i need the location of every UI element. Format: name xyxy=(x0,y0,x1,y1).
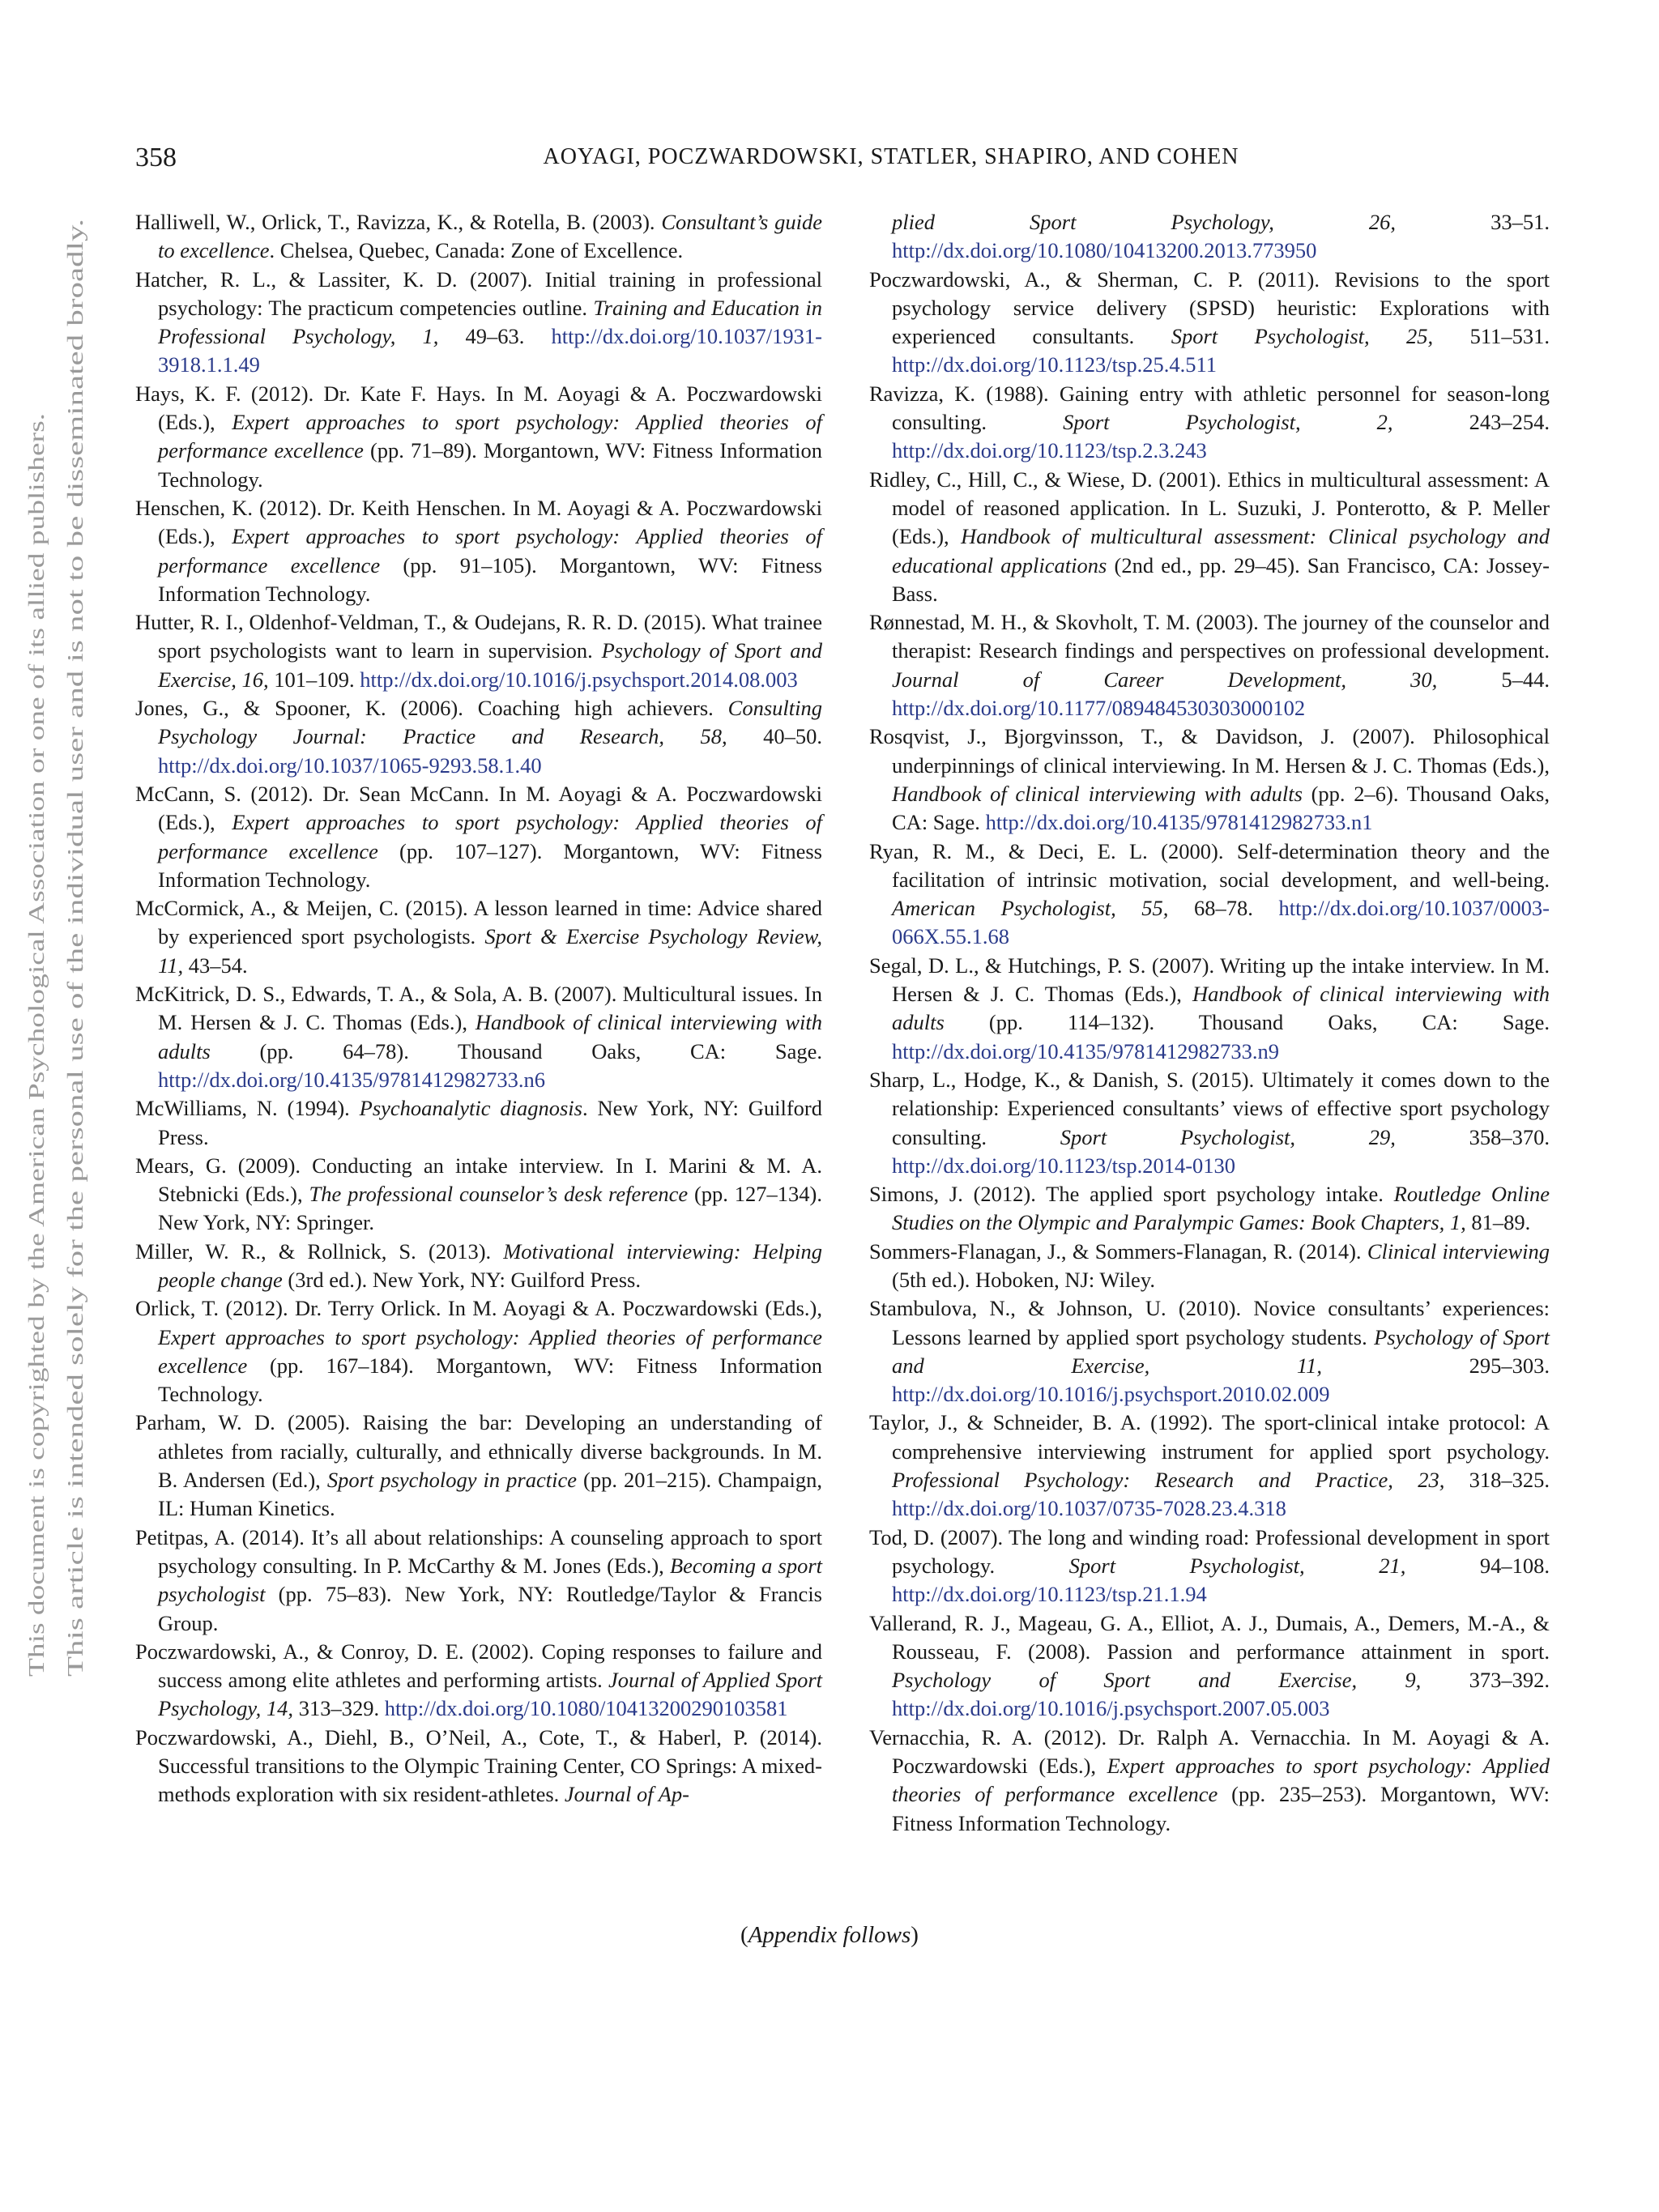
reference-text: Poczwardowski, A., & Conroy, D. E. (2002). Coping responses to failure and success among elite athletes and performing artists. xyxy=(135,1639,822,1693)
reference-text: Ryan, R. M., & Deci, E. L. (2000). Self-determination theory and the facilitation of intrinsic motivation, social development, and well-being. xyxy=(869,838,1550,892)
reference-source-title: Expert approaches to sport psychology: Applied theories of performance excellence xyxy=(158,810,823,863)
reference-text: 511–531. xyxy=(1433,324,1550,349)
reference-doi-link[interactable]: http://dx.doi.org/10.1080/10413200.2013.773950 xyxy=(892,238,1317,263)
reference-source-title: plied Sport Psychology, 26, xyxy=(892,210,1397,234)
reference-text: Rønnestad, M. H., & Skovholt, T. M. (2003). The journey of the counselor and therapist: Research findings and perspectives on professional development. xyxy=(869,610,1550,663)
reference-entry xyxy=(869,1724,1550,1838)
reference-source-title: Sport Psychologist, 29, xyxy=(1060,1124,1396,1149)
reference-entry xyxy=(869,1524,1550,1609)
reference-source-title: Expert approaches to sport psychology: Applied theories of performance excellence xyxy=(158,1324,822,1378)
reference-text: 373–392. xyxy=(1421,1668,1550,1693)
reference-text: Parham, W. D. (2005). Raising the bar: Developing an understanding of athletes from racially, culturally, and ethnically diverse backgrounds. In M. B. Andersen (Ed.), xyxy=(135,1410,822,1493)
reference-text: Sommers-Flanagan, J., & Sommers-Flanagan, R. (2014). xyxy=(869,1238,1367,1264)
footer-close-paren: ) xyxy=(911,1922,919,1948)
reference-doi-link[interactable]: http://dx.doi.org/10.4135/9781412982733.n6 xyxy=(158,1067,545,1092)
reference-entry xyxy=(135,1409,822,1523)
reference-entry xyxy=(869,1066,1550,1180)
reference-text: Segal, D. L., & Hutchings, P. S. (2007). Writing up the intake interview. In M. Hersen & J. C. Thomas (Eds.), xyxy=(869,953,1550,1007)
reference-source-title: Sport Psychologist, 21, xyxy=(1068,1553,1406,1578)
reference-source-title: Psychology of Sport and Exercise, 16, xyxy=(158,638,822,692)
reference-entry xyxy=(135,208,822,266)
reference-text: Ravizza, K. (1988). Gaining entry with athletic personnel for season-long consulting. xyxy=(869,381,1550,435)
reference-entry xyxy=(135,694,822,780)
reference-source-title: Psychology of Sport and Exercise, 11, xyxy=(892,1324,1550,1378)
reference-text: 358–370. xyxy=(1395,1124,1550,1149)
side-notice-line-2: This article is intended solely for the personal use of the individual user and is not to be disseminated broadly. xyxy=(63,714,87,1677)
reference-text: (pp. 64–78). Thousand Oaks, CA: Sage. xyxy=(210,1038,822,1063)
reference-text: (pp. 75–83). New York, NY: Routledge/Taylor & Francis Group. xyxy=(158,1582,822,1635)
reference-entry xyxy=(869,380,1550,466)
reference-text: (pp. 127–134). New York, NY: Springer. xyxy=(158,1182,822,1235)
reference-text: Rosqvist, J., Bjorgvinsson, T., & Davidson, J. (2007). Philosophical underpinnings of clinical interviewing. In M. Hersen & J. C. Thomas (Eds.), xyxy=(869,724,1550,778)
reference-source-title: Journal of Career Development, 30, xyxy=(892,667,1438,692)
reference-doi-link[interactable]: http://dx.doi.org/10.1016/j.psychsport.2010.02.009 xyxy=(892,1382,1330,1407)
reference-text: 68–78. xyxy=(1168,896,1279,921)
reference-text: McCann, S. (2012). Dr. Sean McCann. In M. Aoyagi & A. Poczwardowski (Eds.), xyxy=(135,781,822,835)
reference-entry xyxy=(135,608,822,694)
reference-text: 295–303. xyxy=(1322,1353,1550,1378)
reference-entry xyxy=(135,380,822,494)
reference-text: 43–54. xyxy=(183,953,248,978)
references-right-column xyxy=(869,208,1550,1838)
reference-source-title: Motivational interviewing: Helping people change xyxy=(158,1238,822,1292)
reference-source-title: The professional counselor’s desk reference xyxy=(309,1182,689,1207)
reference-source-title: Psychoanalytic diagnosis xyxy=(359,1096,582,1121)
reference-entry xyxy=(869,608,1550,722)
reference-text: (pp. 235–253). Morgantown, WV: Fitness Information Technology. xyxy=(892,1782,1550,1835)
reference-source-title: Handbook of clinical interviewing with adults xyxy=(892,781,1303,806)
reference-text: Poczwardowski, A., & Sherman, C. P. (2011). Revisions to the sport psychology service delivery (SPSD) heuristic: Explorations with experienced consultants. xyxy=(869,266,1550,349)
reference-entry xyxy=(869,952,1550,1066)
reference-text: 49–63. xyxy=(438,324,552,349)
reference-text: Poczwardowski, A., Diehl, B., O’Neil, A., Cote, T., & Haberl, P. (2014). Successful transitions to the Olympic Training Center, CO Springs: A mixed-methods exploration with six resident-athletes. xyxy=(135,1724,822,1807)
reference-text: 318–325. xyxy=(1444,1468,1550,1493)
reference-doi-link[interactable]: http://dx.doi.org/10.1123/tsp.2014-0130 xyxy=(892,1153,1236,1178)
reference-text: 313–329. xyxy=(293,1696,385,1721)
reference-doi-link[interactable]: http://dx.doi.org/10.1016/j.psychsport.2007.05.003 xyxy=(892,1696,1330,1721)
reference-doi-link[interactable]: http://dx.doi.org/10.4135/9781412982733.n1 xyxy=(985,810,1373,835)
reference-entry xyxy=(135,266,822,380)
reference-text: 101–109. xyxy=(268,667,360,692)
reference-entry xyxy=(869,466,1550,608)
reference-entry xyxy=(869,1409,1550,1523)
reference-source-title: Handbook of clinical interviewing with adults xyxy=(892,982,1550,1035)
reference-source-title: Sport Psychologist, 2, xyxy=(1063,410,1393,435)
reference-text: McCormick, A., & Meijen, C. (2015). A lesson learned in time: Advice shared by experienced sport psychologists. xyxy=(135,896,822,949)
reference-text: Simons, J. (2012). The applied sport psychology intake. xyxy=(869,1182,1394,1207)
references-left-column xyxy=(135,208,822,1809)
reference-entry xyxy=(135,1152,822,1238)
reference-text: (pp. 91–105). Morgantown, WV: Fitness Information Technology. xyxy=(158,552,822,606)
reference-doi-link[interactable]: http://dx.doi.org/10.1080/10413200290103581 xyxy=(384,1696,788,1721)
reference-text: Ridley, C., Hill, C., & Wiese, D. (2001). Ethics in multicultural assessment: A model of reasoned application. In L. Suzuki, J. Ponterotto, & P. Meller (Eds.), xyxy=(869,467,1550,549)
reference-text: Sharp, L., Hodge, K., & Danish, S. (2015). Ultimately it comes down to the relationship: Experienced consultants’ views of effective sport psychology consulting. xyxy=(869,1067,1550,1149)
reference-source-title: Sport Psychologist, 25, xyxy=(1171,324,1434,349)
reference-entry xyxy=(869,1180,1550,1238)
reference-text: Jones, G., & Spooner, K. (2006). Coaching high achievers. xyxy=(135,696,728,721)
reference-text: McWilliams, N. (1994). xyxy=(135,1096,360,1121)
reference-text: (pp. 2–6). Thousand Oaks, CA: Sage. xyxy=(892,781,1550,835)
reference-entry xyxy=(869,1609,1550,1724)
reference-text: 81–89. xyxy=(1465,1210,1531,1235)
reference-source-title: Professional Psychology: Research and Practice, 23, xyxy=(892,1468,1445,1493)
reference-text: (pp. 107–127). Morgantown, WV: Fitness Information Technology. xyxy=(158,838,822,892)
reference-source-title: Sport psychology in practice xyxy=(326,1468,577,1493)
reference-doi-link[interactable]: http://dx.doi.org/10.1037/0735-7028.23.4.318 xyxy=(892,1496,1286,1521)
reference-source-title: Journal of Applied Sport Psychology, 14, xyxy=(158,1668,822,1721)
reference-entry xyxy=(135,980,822,1094)
reference-entry xyxy=(135,1238,822,1295)
reference-entry xyxy=(869,837,1550,952)
reference-text: (3rd ed.). New York, NY: Guilford Press. xyxy=(282,1267,641,1292)
reference-text: Stambulova, N., & Johnson, U. (2010). Novice consultants’ experiences: Lessons learned by applied sport psychology students. xyxy=(869,1296,1550,1349)
reference-text: 40–50. xyxy=(727,724,823,749)
reference-doi-link[interactable]: http://dx.doi.org/10.1123/tsp.21.1.94 xyxy=(892,1582,1207,1607)
side-notice-line-1: This document is copyrighted by the American Psychological Association or one of its allied publishers. xyxy=(24,765,49,1677)
reference-text: (pp. 167–184). Morgantown, WV: Fitness Information Technology. xyxy=(158,1353,822,1407)
reference-doi-link[interactable]: http://dx.doi.org/10.1037/1065-9293.58.1.40 xyxy=(158,752,542,778)
reference-text: (pp. 114–132). Thousand Oaks, CA: Sage. xyxy=(944,1010,1550,1035)
reference-text: Tod, D. (2007). The long and winding road: Professional development in sport psychology. xyxy=(869,1524,1550,1578)
reference-entry xyxy=(135,1524,822,1638)
reference-text: (5th ed.). Hoboken, NJ: Wiley. xyxy=(892,1267,1155,1292)
reference-source-title: Training and Education in Professional Psychology, 1, xyxy=(158,295,823,349)
running-head: AOYAGI, POCZWARDOWSKI, STATLER, SHAPIRO, AND COHEN xyxy=(543,144,1239,169)
reference-source-title: Journal of Ap- xyxy=(564,1782,690,1807)
page-number: 358 xyxy=(135,143,177,173)
reference-source-title: American Psychologist, 55, xyxy=(892,896,1169,921)
reference-source-title: Expert approaches to sport psychology: Applied theories of performance excellence xyxy=(892,1754,1550,1807)
reference-text: Petitpas, A. (2014). It’s all about relationships: A counseling approach to sport psychology consulting. In P. McCarthy & M. Jones (Eds.), xyxy=(135,1524,822,1578)
reference-text: Miller, W. R., & Rollnick, S. (2013). xyxy=(135,1238,504,1264)
reference-source-title: Psychology of Sport and Exercise, 9, xyxy=(892,1668,1422,1693)
reference-text: Halliwell, W., Orlick, T., Ravizza, K., & Rotella, B. (2003). xyxy=(135,210,662,234)
reference-source-title: Handbook of clinical interviewing with adults xyxy=(158,1010,822,1063)
reference-source-title: Handbook of multicultural assessment: Clinical psychology and educational applications xyxy=(892,524,1550,578)
reference-entry xyxy=(135,494,822,608)
appendix-follows-note xyxy=(0,1922,1659,1949)
reference-text: Hatcher, R. L., & Lassiter, K. D. (2007). Initial training in professional psychology: The practicum competencies outline. xyxy=(135,266,822,320)
reference-text: (2nd ed., pp. 29–45). San Francisco, CA: Jossey-Bass. xyxy=(892,552,1550,606)
reference-doi-link[interactable]: http://dx.doi.org/10.4135/9781412982733.n9 xyxy=(892,1038,1279,1063)
reference-entry xyxy=(135,780,822,894)
reference-text: Mears, G. (2009). Conducting an intake interview. In I. Marini & M. A. Stebnicki (Eds.), xyxy=(135,1153,822,1207)
reference-source-title: Expert approaches to sport psychology: Applied theories of performance excellence xyxy=(158,410,823,463)
reference-text: . New York, NY: Guilford Press. xyxy=(158,1096,822,1149)
reference-text: 33–51. xyxy=(1396,210,1550,234)
copyright-side-notice xyxy=(15,202,96,1677)
footer-appendix-text: Appendix follows xyxy=(748,1922,911,1948)
reference-doi-link[interactable]: http://dx.doi.org/10.1123/tsp.25.4.511 xyxy=(892,352,1217,377)
reference-source-title: Sport & Exercise Psychology Review, 11, xyxy=(158,924,822,978)
reference-text: (pp. 201–215). Champaign, IL: Human Kinetics. xyxy=(158,1468,822,1521)
reference-source-title: Consulting Psychology Journal: Practice and Research, 58, xyxy=(158,696,822,749)
reference-entry xyxy=(869,266,1550,380)
reference-doi-link[interactable]: http://dx.doi.org/10.1016/j.psychsport.2014.08.003 xyxy=(360,667,798,692)
reference-doi-link[interactable]: http://dx.doi.org/10.1037/1931-3918.1.1.49 xyxy=(158,324,822,377)
reference-entry xyxy=(135,1638,822,1724)
reference-text: Henschen, K. (2012). Dr. Keith Henschen. In M. Aoyagi & A. Poczwardowski (Eds.), xyxy=(135,495,822,549)
reference-source-title: Routledge Online Studies on the Olympic and Paralympic Games: Book Chapters, 1, xyxy=(892,1182,1550,1235)
reference-source-title: Becoming a sport psychologist xyxy=(158,1553,823,1607)
footer-open-paren: ( xyxy=(740,1922,748,1948)
reference-text: . Chelsea, Quebec, Canada: Zone of Excellence. xyxy=(269,238,684,263)
reference-text: Hays, K. F. (2012). Dr. Kate F. Hays. In M. Aoyagi & A. Poczwardowski (Eds.), xyxy=(135,381,822,435)
reference-doi-link[interactable]: http://dx.doi.org/10.1037/0003-066X.55.1.68 xyxy=(892,896,1550,949)
reference-doi-link[interactable]: http://dx.doi.org/10.1177/089484530303000102 xyxy=(892,696,1306,721)
reference-text: Vernacchia, R. A. (2012). Dr. Ralph A. Vernacchia. In M. Aoyagi & A. Poczwardowski (Eds.), xyxy=(869,1724,1550,1779)
reference-text: Orlick, T. (2012). Dr. Terry Orlick. In M. Aoyagi & A. Poczwardowski (Eds.), xyxy=(135,1296,822,1321)
reference-entry xyxy=(869,722,1550,837)
reference-entry xyxy=(135,894,822,980)
reference-entry xyxy=(869,1238,1550,1295)
reference-entry xyxy=(135,1294,822,1409)
reference-text: 243–254. xyxy=(1392,410,1550,435)
reference-text: 94–108. xyxy=(1405,1553,1550,1578)
reference-text: Vallerand, R. J., Mageau, G. A., Elliot, A. J., Dumais, A., Demers, M.-A., & Rousseau, F. (2008). Passion and performance attainment in sport. xyxy=(869,1610,1550,1664)
reference-text: (pp. 71–89). Morgantown, WV: Fitness Information Technology. xyxy=(158,438,822,492)
reference-text: Taylor, J., & Schneider, B. A. (1992). The sport-clinical intake protocol: A comprehensive interviewing instrument for applied sport psychology. xyxy=(869,1410,1550,1464)
reference-source-title: Consultant’s guide to excellence xyxy=(158,210,823,263)
reference-source-title: Clinical interviewing xyxy=(1367,1238,1550,1264)
reference-entry xyxy=(135,1724,822,1809)
reference-source-title: Expert approaches to sport psychology: Applied theories of performance excellence xyxy=(158,524,823,578)
reference-doi-link[interactable]: http://dx.doi.org/10.1123/tsp.2.3.243 xyxy=(892,438,1207,463)
reference-text: Hutter, R. I., Oldenhof-Veldman, T., & Oudejans, R. R. D. (2015). What trainee sport psychologists want to learn in supervision. xyxy=(135,610,822,663)
reference-text: 5–44. xyxy=(1437,667,1550,692)
reference-entry xyxy=(869,208,1550,266)
reference-entry xyxy=(135,1094,822,1152)
reference-text: McKitrick, D. S., Edwards, T. A., & Sola, A. B. (2007). Multicultural issues. In M. Hersen & J. C. Thomas (Eds.), xyxy=(135,982,822,1035)
reference-entry xyxy=(869,1294,1550,1409)
